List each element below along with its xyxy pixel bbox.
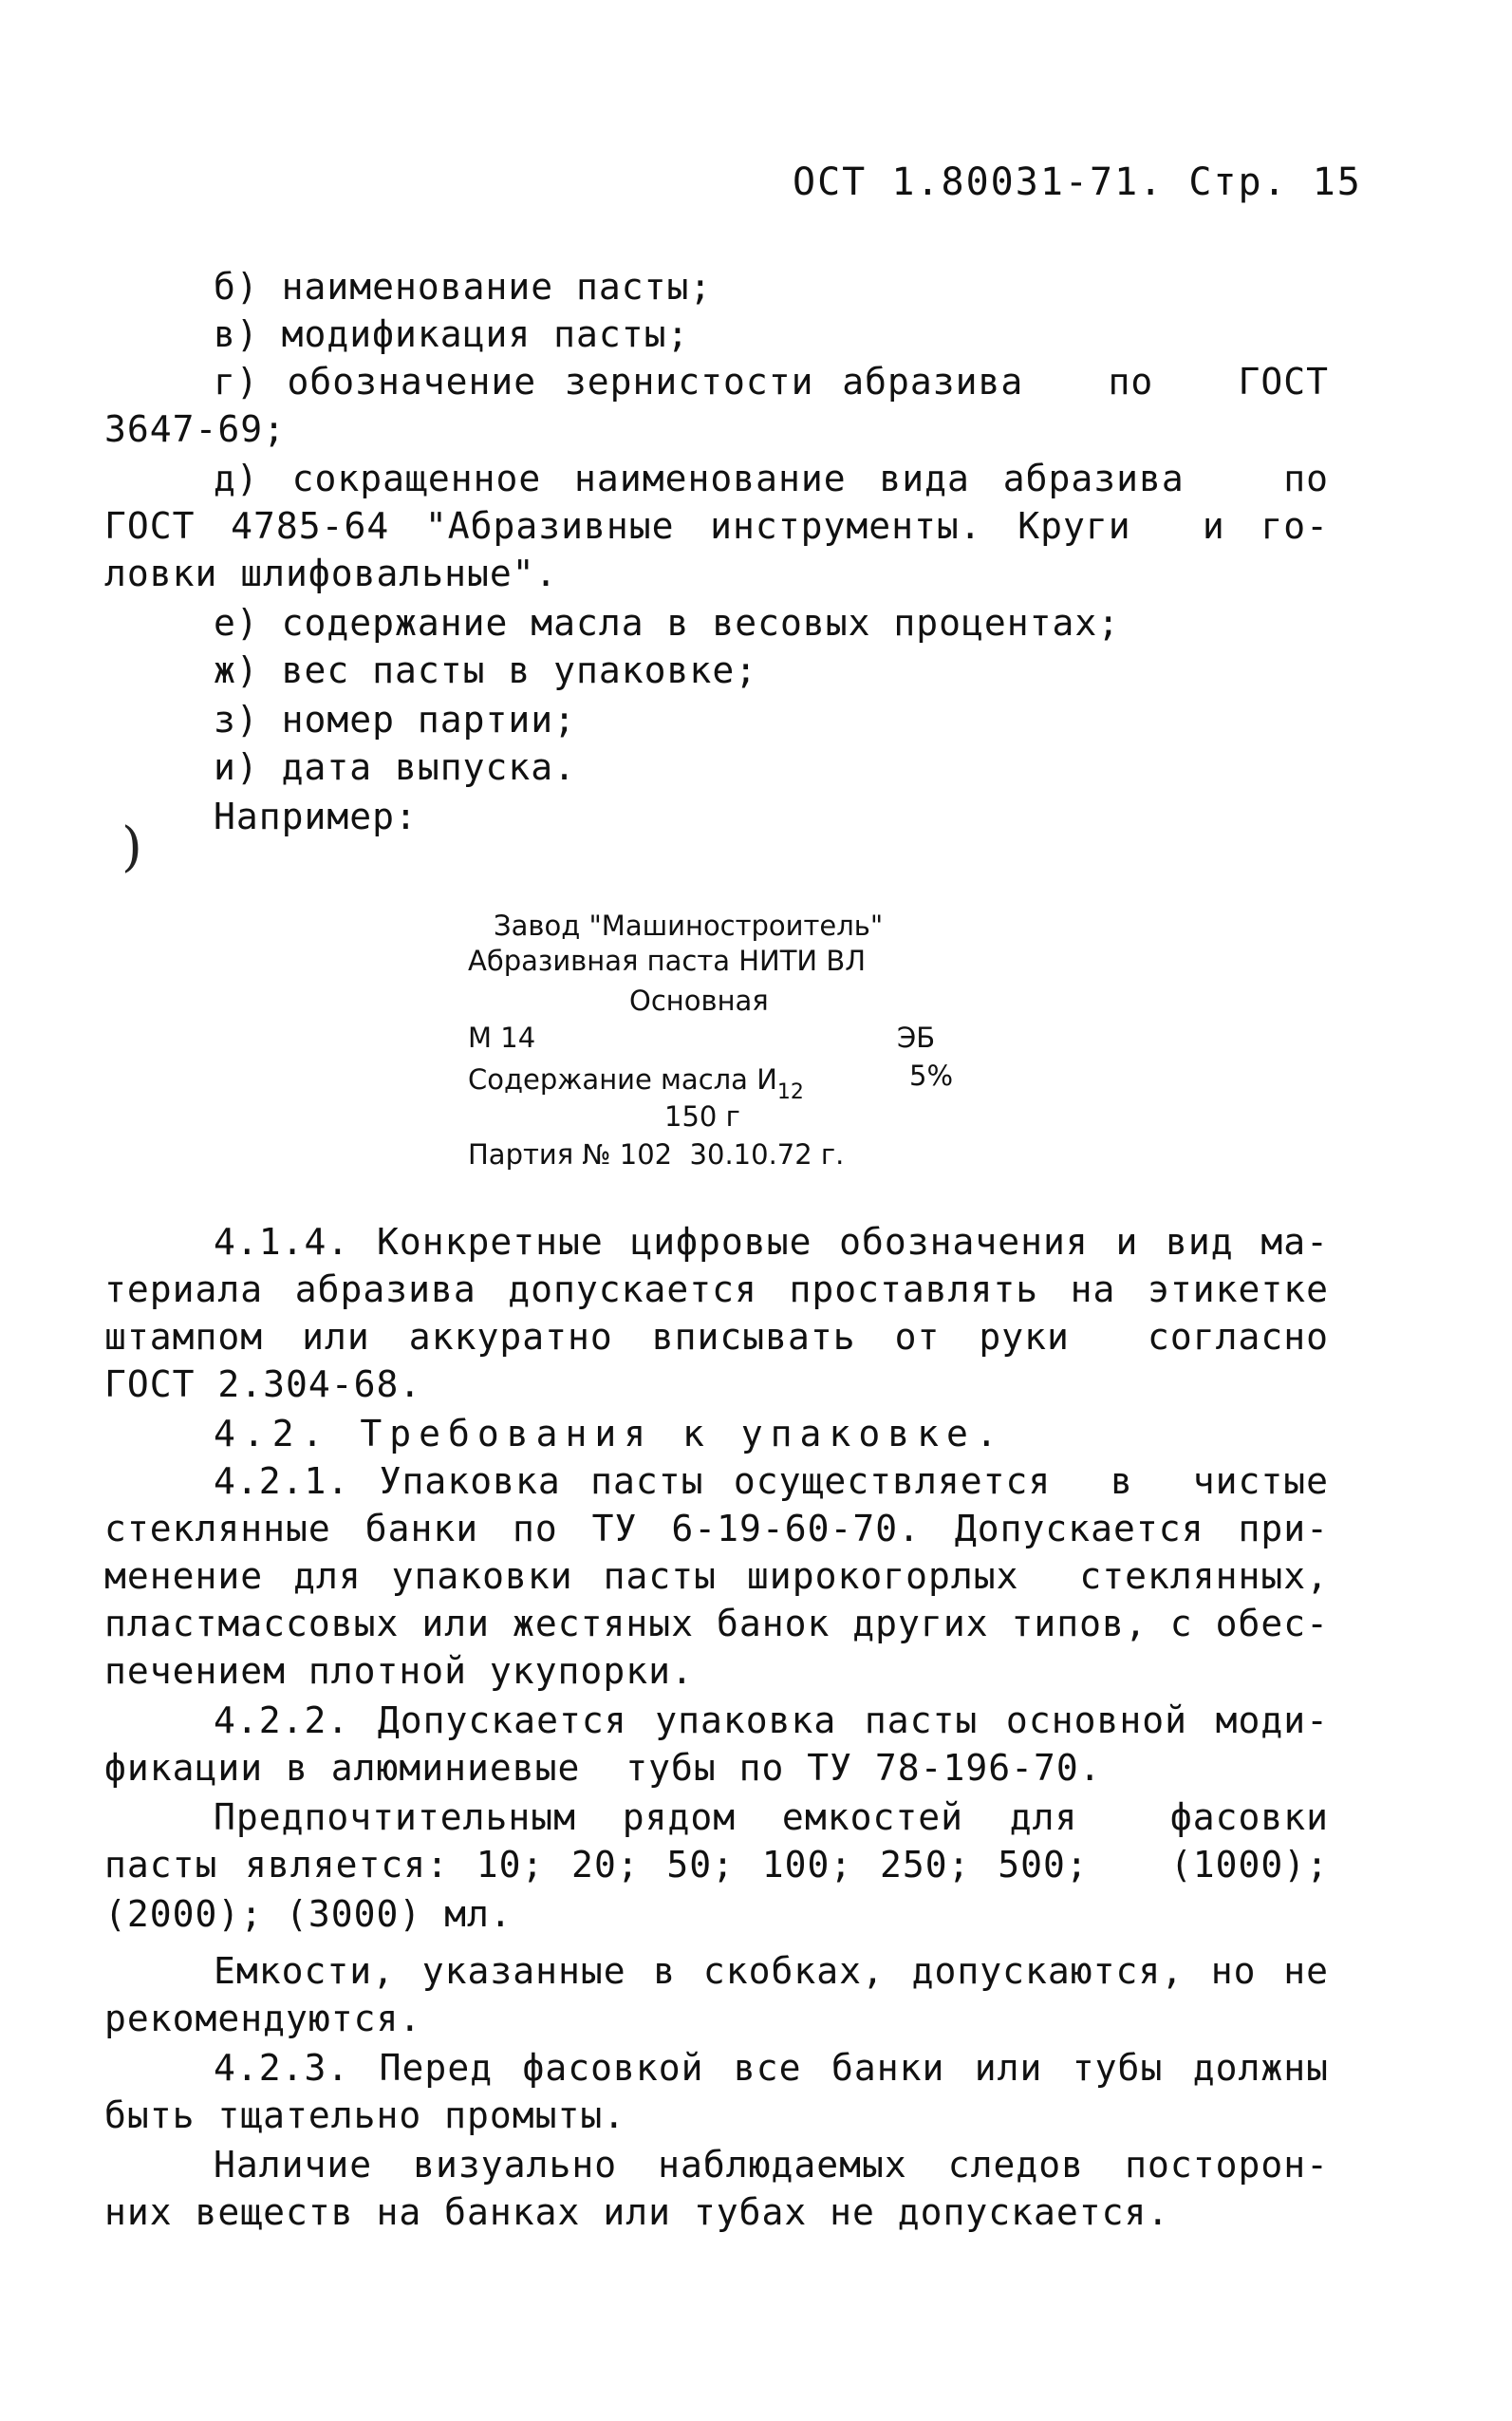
label-batch: Партия № 102 30.10.72 г.	[468, 1138, 845, 1171]
list-item-z: з) номер партии;	[214, 699, 577, 741]
list-item-g-line1: г) обозначение зернистости абразива по ГОСТ	[214, 361, 1329, 403]
traces-line1: Наличие визуально наблюдаемых следов посторон-	[214, 2144, 1329, 2186]
brackets-line1: Емкости, указанные в скобках, допускаются, но не	[214, 1950, 1329, 1992]
label-plant: Завод "Машиностроитель"	[494, 910, 884, 942]
p414-line2: териала абразива допускается проставлять на этикетке	[104, 1268, 1329, 1310]
label-oil-percent: 5%	[909, 1060, 954, 1092]
page-header: ОСТ 1.80031-71. Стр. 15	[793, 160, 1362, 204]
traces-line2: них веществ на банках или тубах не допускается.	[104, 2191, 1170, 2233]
p414-line3: штампом или аккуратно вписывать от руки согласно	[104, 1316, 1329, 1358]
label-oil-text: Содержание масла	[468, 1063, 748, 1096]
list-item-d-line2: ГОСТ 4785-64 "Абразивные инструменты. Круги и го-	[104, 505, 1329, 547]
p421-line5: печением плотной укупорки.	[104, 1650, 694, 1692]
list-item-d-line1: д) сокращенное наименование вида абразива по	[214, 458, 1329, 499]
p414-line1: 4.1.4. Конкретные цифровые обозначения и вид ма-	[214, 1221, 1329, 1263]
label-grain: М 14	[468, 1022, 536, 1054]
p414-line4: ГОСТ 2.304-68.	[104, 1363, 422, 1405]
label-weight: 150 г	[664, 1100, 740, 1133]
label-oil-subscript: 12	[776, 1080, 804, 1104]
label-modification: Основная	[629, 985, 769, 1017]
pref-line2: пасты является: 10; 20; 50; 100; 250; 500; (1000);	[104, 1844, 1329, 1886]
p421-line2: стеклянные банки по ТУ 6-19-60-70. Допускается при-	[104, 1508, 1329, 1549]
label-oil-symbol: И	[756, 1063, 777, 1096]
p421-line3: менение для упаковки пасты широкогорлых стеклянных,	[104, 1555, 1329, 1597]
p421-line4: пластмассовых или жестяных банок других типов, с обес-	[104, 1603, 1329, 1644]
label-oil	[468, 1060, 804, 1112]
list-item-i: и) дата выпуска.	[214, 746, 577, 788]
list-item-b: б) наименование пасты;	[214, 266, 713, 308]
pref-line1: Предпочтительным рядом емкостей для фасовки	[214, 1796, 1329, 1838]
p422-line1: 4.2.2. Допускается упаковка пасты основной моди-	[214, 1699, 1329, 1741]
section-heading-4-2: 4.2. Требования к упаковке.	[214, 1413, 1005, 1454]
p422-line2: фикации в алюминиевые тубы по ТУ 78-196-70.	[104, 1747, 1102, 1789]
p423-line2: быть тщательно промыты.	[104, 2094, 626, 2136]
list-item-e: е) содержание масла в весовых процентах;	[214, 602, 1121, 644]
list-item-d-line3: ловки шлифовальные".	[104, 553, 558, 594]
brackets-line2: рекомендуются.	[104, 1998, 422, 2039]
p423-line1: 4.2.3. Перед фасовкой все банки или тубы должны	[214, 2047, 1329, 2089]
list-item-zh: ж) вес пасты в упаковке;	[214, 649, 758, 691]
list-item-v: в) модификация пасты;	[214, 313, 690, 355]
p421-line1: 4.2.1. Упаковка пасты осуществляется в чистые	[214, 1460, 1329, 1502]
list-item-g-line2: 3647-69;	[104, 408, 287, 450]
pref-line3: (2000); (3000) мл.	[104, 1893, 513, 1935]
example-intro: Например:	[214, 796, 418, 837]
label-paste: Абразивная паста НИТИ ВЛ	[468, 945, 867, 977]
margin-bracket-mark: )	[121, 816, 142, 878]
label-abrasive: ЭБ	[897, 1022, 936, 1054]
